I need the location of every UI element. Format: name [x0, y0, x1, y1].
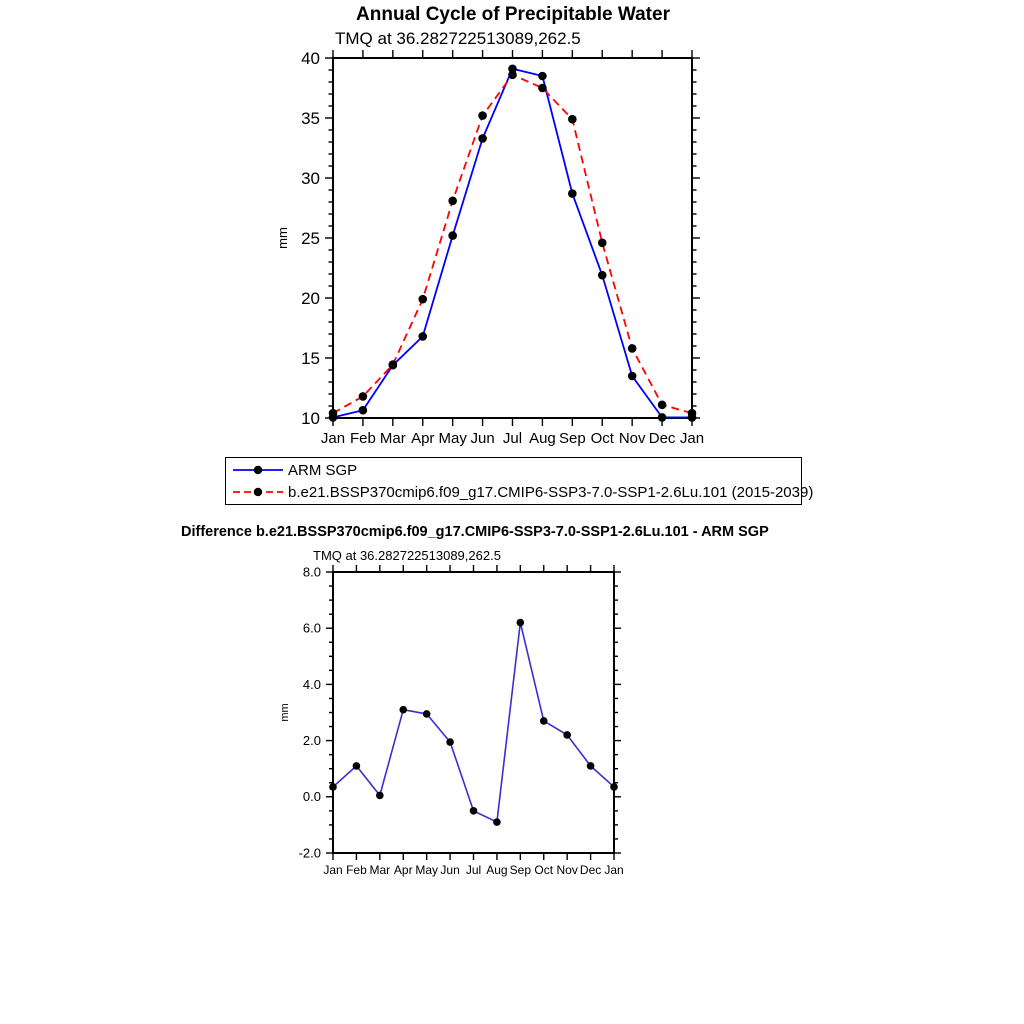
y-tick-label: 10 [301, 408, 320, 428]
data-point-marker [376, 792, 384, 800]
data-point-marker [517, 619, 525, 627]
difference-plot [250, 560, 700, 880]
x-tick-label: Apr [393, 863, 413, 877]
y-tick-label: 4.0 [302, 676, 321, 692]
y-tick-label: 25 [301, 228, 320, 248]
data-point-marker [598, 239, 607, 248]
data-point-marker [587, 762, 595, 770]
data-point-marker [658, 413, 667, 422]
x-tick-label: Mar [369, 863, 391, 877]
axes [333, 58, 692, 418]
series-markers [329, 71, 697, 418]
y-tick-label: 20 [301, 288, 320, 308]
data-point-marker [493, 818, 501, 826]
y-tick-label: -2.0 [298, 845, 321, 861]
data-point-marker [568, 115, 577, 124]
data-point-marker [448, 231, 457, 240]
difference-chart-subtitle: TMQ at 36.282722513089,262.5 [313, 548, 501, 563]
y-tick-label: 40 [301, 48, 320, 68]
data-point-marker [478, 111, 487, 120]
data-point-marker [568, 189, 577, 198]
data-point-marker [538, 72, 547, 81]
top-chart-subtitle: TMQ at 36.282722513089,262.5 [335, 29, 581, 48]
data-point-marker [478, 134, 487, 143]
data-point-marker [598, 271, 607, 280]
series-line [333, 75, 692, 413]
x-tick-label: Dec [648, 430, 676, 447]
y-tick-label: 30 [301, 168, 320, 188]
data-point-marker [418, 295, 427, 304]
x-tick-label: Nov [556, 863, 578, 877]
data-point-marker [329, 783, 337, 791]
x-tick-label: Jul [502, 430, 523, 447]
series-markers [329, 65, 697, 422]
data-point-marker [359, 392, 368, 401]
top-chart-title: Annual Cycle of Precipitable Water [356, 4, 670, 25]
data-point-marker [658, 401, 667, 410]
y-tick-label: 35 [301, 108, 320, 128]
x-tick-label: Jun [440, 863, 460, 877]
tick-marks [326, 565, 621, 860]
x-tick-label: Nov [618, 430, 646, 447]
data-point-marker [446, 738, 454, 746]
y-axis-title: mm [279, 703, 291, 722]
data-point-marker [418, 332, 427, 341]
data-point-marker [423, 710, 431, 718]
data-point-marker [688, 409, 697, 418]
data-point-marker [628, 372, 637, 381]
data-point-marker [508, 71, 517, 80]
y-tick-labels [299, 564, 321, 860]
y-tick-label: 2.0 [302, 733, 321, 749]
data-point-marker [470, 807, 478, 815]
x-tick-label: Oct [534, 863, 554, 877]
x-tick-label: Feb [349, 430, 376, 447]
data-point-marker [538, 84, 547, 93]
x-tick-label: Jan [320, 430, 346, 447]
x-tick-labels [323, 863, 623, 877]
y-tick-label: 0.0 [302, 789, 321, 805]
series-markers [329, 619, 618, 826]
y-tick-label: 6.0 [302, 620, 321, 636]
legend-line-sample-dashed [231, 484, 285, 500]
data-point-marker [389, 360, 398, 369]
x-tick-label: Sep [509, 863, 532, 877]
x-tick-label: Apr [411, 430, 435, 447]
x-tick-label: Dec [579, 863, 602, 877]
data-point-marker [563, 731, 571, 739]
x-tick-label: May [415, 863, 439, 877]
data-point-marker [448, 197, 457, 206]
x-tick-label: Jan [679, 430, 705, 447]
data-point-marker [329, 409, 338, 418]
legend-label: b.e21.BSSP370cmip6.f09_g17.CMIP6-SSP3-7.0-SSP1-2.6Lu.101 (2015-2039) [288, 483, 814, 501]
legend-item-model-run [231, 482, 814, 502]
data-point-marker [359, 406, 368, 415]
difference-chart-title: Difference b.e21.BSSP370cmip6.f09_g17.CMIP6-SSP3-7.0-SSP1-2.6Lu.101 - ARM SGP [181, 524, 769, 540]
legend [225, 457, 814, 505]
data-point-marker [610, 783, 618, 791]
x-tick-label: Oct [590, 430, 614, 447]
x-tick-label: Jul [465, 863, 482, 877]
x-tick-label: Aug [529, 430, 556, 447]
legend-label: ARM SGP [288, 461, 358, 479]
x-tick-label: Jan [323, 863, 343, 877]
y-tick-label: 8.0 [302, 564, 321, 580]
x-tick-label: Sep [558, 430, 586, 447]
data-point-marker [628, 344, 637, 353]
series-line [333, 69, 692, 418]
legend-line-sample-solid [231, 462, 285, 478]
x-tick-label: Aug [486, 863, 508, 877]
y-tick-labels [301, 49, 320, 428]
x-tick-label: Feb [346, 863, 367, 877]
annual-cycle-plot [250, 40, 810, 452]
x-tick-label: Jan [604, 863, 624, 877]
x-tick-label: Mar [379, 430, 406, 447]
data-point-marker [399, 706, 407, 714]
y-tick-label: 15 [301, 348, 320, 368]
data-point-marker [540, 717, 548, 725]
y-axis-title: mm [275, 227, 290, 249]
x-tick-label: Jun [470, 430, 495, 447]
x-tick-labels [321, 430, 704, 447]
legend-item-arm-sgp [231, 460, 801, 480]
data-point-marker [353, 762, 361, 770]
x-tick-label: May [438, 430, 467, 447]
series-line [333, 623, 614, 823]
